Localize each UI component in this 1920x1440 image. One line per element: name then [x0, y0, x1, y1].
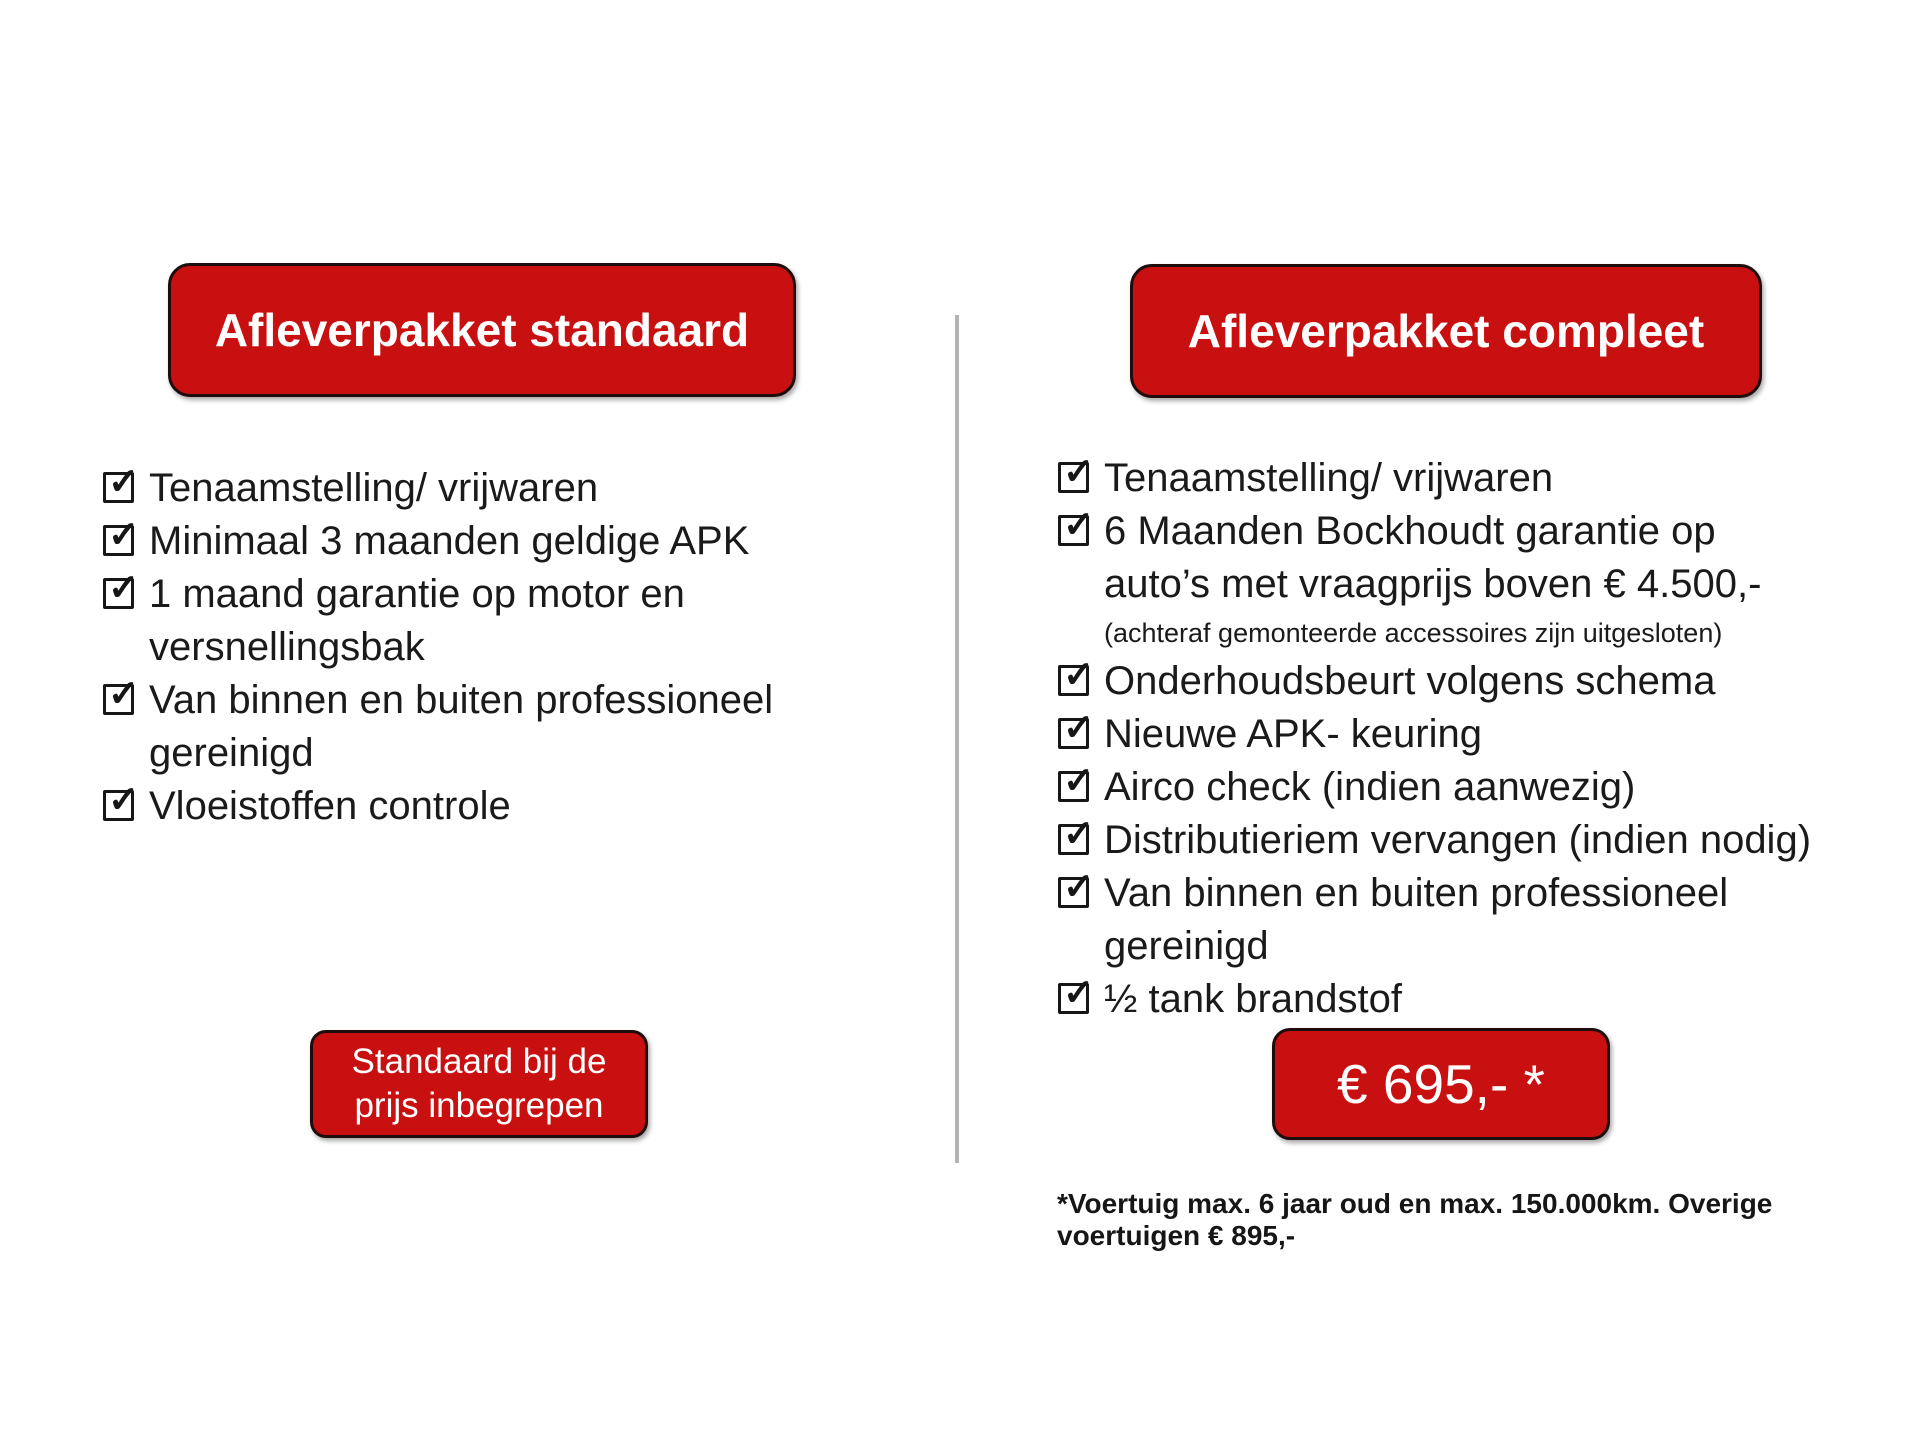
checked-checkbox-icon [1058, 972, 1095, 1014]
checked-checkbox-icon [1058, 813, 1095, 855]
check-mark-icon: ✓ [1063, 451, 1095, 492]
check-mark-icon: ✓ [1063, 760, 1095, 801]
checklist-item-text: Onderhoudsbeurt volgens schema [1104, 659, 1716, 703]
standard-package-header [168, 263, 796, 397]
checked-checkbox-icon [1058, 707, 1095, 749]
checked-checkbox-icon [103, 673, 140, 715]
checked-checkbox-icon [103, 461, 140, 503]
checklist-item [103, 780, 843, 833]
checklist-item-text: Tenaamstelling/ vrijwaren [149, 466, 599, 510]
checklist-item-text: Van binnen en buiten professioneel [149, 678, 774, 722]
checklist-item-continuation [103, 727, 843, 780]
checklist-item-text: 6 Maanden Bockhoudt garantie op [1104, 509, 1716, 553]
checklist-item [1058, 973, 1898, 1026]
checklist-item-text: Airco check (indien aanwezig) [1104, 765, 1636, 809]
check-mark-icon: ✓ [108, 514, 140, 555]
checklist-item [1058, 814, 1898, 867]
complete-package-title: Afleverpakket compleet [1187, 305, 1705, 357]
checklist-item-text: Distributieriem vervangen (indien nodig) [1104, 818, 1812, 862]
standard-package-title: Afleverpakket standaard [214, 304, 750, 356]
checklist-item [1058, 761, 1898, 814]
checklist-item-continuation [1058, 920, 1898, 973]
check-mark-icon: ✓ [1063, 654, 1095, 695]
checklist-item [1058, 867, 1898, 920]
complete-package-header [1130, 264, 1762, 398]
checklist-item-text: gereinigd [1104, 924, 1269, 968]
check-mark-icon: ✓ [108, 567, 140, 608]
checklist-item-text: Van binnen en buiten professioneel [1104, 871, 1729, 915]
included-badge-line2: prijs inbegrepen [354, 1086, 604, 1125]
check-mark-icon: ✓ [1063, 813, 1095, 854]
checklist-item [103, 462, 843, 515]
checklist-item [1058, 708, 1898, 761]
checked-checkbox-icon [103, 514, 140, 556]
standard-package-checklist [103, 462, 843, 833]
checklist-item [103, 568, 843, 621]
included-badge [310, 1030, 648, 1138]
price-footnote: *Voertuig max. 6 jaar oud en max. 150.000km. Overige voertuigen € 895,- [1057, 1188, 1773, 1251]
checklist-item-text: (achteraf gemonteerde accessoires zijn uitgesloten) [1104, 618, 1723, 648]
check-mark-icon: ✓ [1063, 866, 1095, 907]
checked-checkbox-icon [1058, 866, 1095, 908]
price-badge [1272, 1028, 1610, 1140]
check-mark-icon: ✓ [108, 779, 140, 820]
checked-checkbox-icon [1058, 504, 1095, 546]
checklist-item-text: versnellingsbak [149, 625, 425, 669]
checked-checkbox-icon [103, 779, 140, 821]
checklist-item-text: Tenaamstelling/ vrijwaren [1104, 456, 1554, 500]
checklist-item-continuation [103, 621, 843, 674]
checklist-item [1058, 505, 1898, 558]
checklist-item-continuation [1058, 611, 1898, 655]
checklist-item-continuation [1058, 558, 1898, 611]
check-mark-icon: ✓ [108, 673, 140, 714]
checklist-item-text: Minimaal 3 maanden geldige APK [149, 519, 750, 563]
checked-checkbox-icon [1058, 451, 1095, 493]
checked-checkbox-icon [1058, 760, 1095, 802]
checklist-item [1058, 452, 1898, 505]
included-badge-line1: Standaard bij de [351, 1042, 607, 1081]
check-mark-icon: ✓ [1063, 972, 1095, 1013]
vertical-divider [955, 315, 959, 1163]
checklist-item-text: gereinigd [149, 731, 314, 775]
checklist-item-text: Vloeistoffen controle [149, 784, 511, 828]
checklist-item-text: Nieuwe APK- keuring [1104, 712, 1482, 756]
checklist-item-text: 1 maand garantie op motor en [149, 572, 685, 616]
checklist-item-text: ½ tank brandstof [1104, 977, 1402, 1021]
checklist-item [103, 674, 843, 727]
checklist-item [1058, 655, 1898, 708]
check-mark-icon: ✓ [108, 461, 140, 502]
checklist-item-text: auto’s met vraagprijs boven € 4.500,- [1104, 562, 1762, 606]
complete-package-checklist [1058, 452, 1898, 1026]
price-badge-text: € 695,- * [1337, 1053, 1545, 1115]
check-mark-icon: ✓ [1063, 707, 1095, 748]
check-mark-icon: ✓ [1063, 504, 1095, 545]
checked-checkbox-icon [1058, 654, 1095, 696]
checked-checkbox-icon [103, 567, 140, 609]
checklist-item [103, 515, 843, 568]
